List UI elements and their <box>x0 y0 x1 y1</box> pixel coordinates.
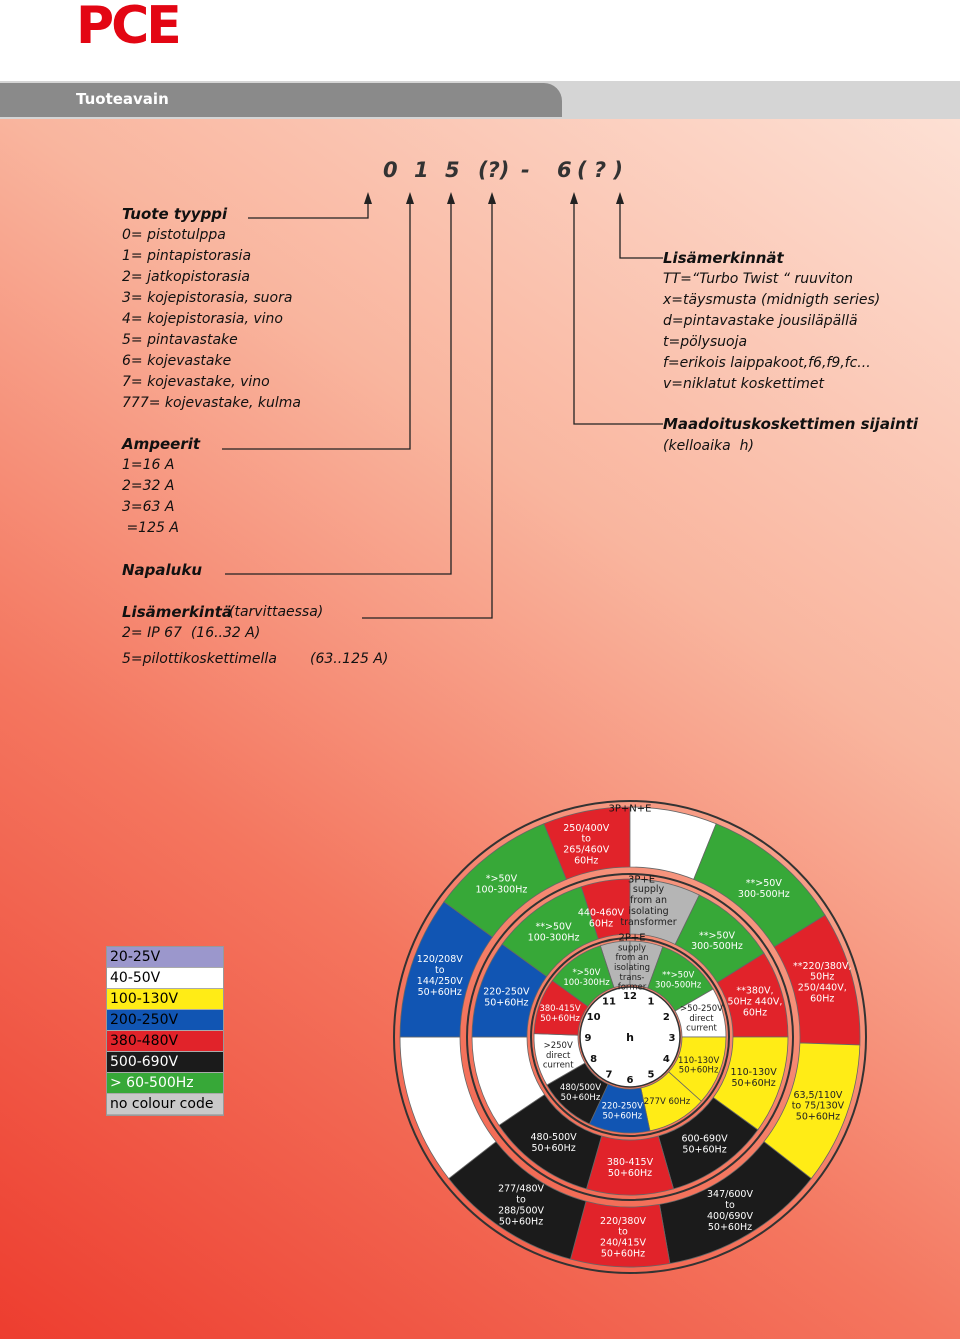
clock-number: 6 <box>626 1075 634 1086</box>
code-digit: 6 <box>557 158 572 182</box>
tab-label: Tuoteavain <box>76 90 169 108</box>
code-digit: ( ? ) <box>577 158 623 182</box>
tuote-item: 0= pistotulppa <box>122 227 226 243</box>
tuote-item: 2= jatkopistorasia <box>122 269 250 285</box>
legend-row: 40-50V <box>107 968 223 989</box>
ampeerit-title: Ampeerit <box>122 435 201 453</box>
clock-number: 12 <box>623 991 637 1002</box>
pce-logo: PCE <box>76 0 179 56</box>
clock-number: 4 <box>662 1054 670 1065</box>
code-digit: 5 <box>445 158 460 182</box>
outer-label: 63,5/110V to 75/130V 50+60Hz <box>791 1089 845 1123</box>
tuote-item: 5= pintavastake <box>122 332 238 348</box>
lisamerkinnat-item: t=pölysuoja <box>663 334 748 350</box>
legend-row: > 60-500Hz <box>107 1073 223 1094</box>
code-dash: - <box>521 158 530 182</box>
clock-number: 2 <box>662 1012 670 1023</box>
ring-title-3pne: 3P+N+E <box>608 803 652 815</box>
clock-number: 11 <box>602 996 616 1008</box>
tuote-item: 1= pintapistorasia <box>122 248 252 264</box>
inner-label: 480/500V 50+60Hz <box>559 1083 602 1103</box>
outer-label: 347/600V to 400/690V 50+60Hz <box>707 1189 753 1233</box>
tuote-item: 6= kojevastake <box>122 353 232 369</box>
inner-label: 277V 60Hz <box>643 1097 691 1108</box>
inner-label: >50-250V direct current <box>679 1004 724 1034</box>
clock-number: 10 <box>586 1012 601 1023</box>
clock-number: 8 <box>590 1054 598 1065</box>
ampeerit-item: 2=32 A <box>122 478 175 494</box>
inner-label: supply from an isolating trans-former <box>613 943 651 993</box>
outer-label: **220/380V, 50Hz 250/440V, 60Hz <box>793 960 852 1005</box>
ampeerit-item: 3=63 A <box>122 499 175 515</box>
middle-label: 380-415V 50+60Hz <box>606 1156 654 1179</box>
inner-label: **>50V 300-500Hz <box>655 970 702 991</box>
code-digit: 0 <box>383 158 398 182</box>
ring-title-3pe: 3P+E <box>627 874 656 886</box>
outer-label: 120/208V to 144/250V 50+60Hz <box>416 954 463 998</box>
tuote-item: 7= kojevastake, vino <box>122 374 270 390</box>
lisamerkinnat-item: f=erikois laippakoot,f6,f9,fc... <box>663 355 871 371</box>
inner-label: >250V direct current <box>542 1041 574 1071</box>
lisamerkinta-note: (tarvittaessa) <box>229 604 324 620</box>
legend-row: 100-130V <box>107 989 223 1010</box>
tuote-item: 777= kojevastake, kulma <box>122 395 302 411</box>
tuote-item: 4= kojepistorasia, vino <box>122 311 283 327</box>
middle-label: 440-460V 60Hz <box>577 907 625 930</box>
middle-label: 480-500V 50+60Hz <box>530 1132 577 1154</box>
inner-label: 380-415V 50+60Hz <box>539 1003 581 1024</box>
ring-title-2pe: 2P+E <box>618 932 646 944</box>
outer-label: 277/480V to 288/500V 50+60Hz <box>498 1183 545 1228</box>
middle-label: 600-690V 50+60Hz <box>681 1133 728 1156</box>
code-digit: 1 <box>414 158 429 182</box>
center-label: h <box>626 1031 634 1044</box>
outer-label: *>50V 100-300Hz <box>475 873 528 896</box>
code-digit: (?) <box>478 158 510 182</box>
lisamerkinnat-item: x=täysmusta (midnigth series) <box>663 292 881 308</box>
middle-label: 220-250V 50+60Hz <box>483 986 530 1009</box>
maadoitus-note: (kelloaika h) <box>663 438 754 454</box>
inner-label: 220-250V 50+60Hz <box>601 1101 643 1122</box>
clock-number: 3 <box>668 1033 676 1044</box>
lisamerkinnat-item: v=niklatut koskettimet <box>663 376 824 392</box>
legend-row: 380-480V <box>107 1031 223 1052</box>
lisamerkinta-item: 5=pilottikoskettimella <box>122 651 277 667</box>
legend-row: no colour code <box>107 1094 223 1115</box>
middle-label: **>50V 300-500Hz <box>691 930 743 953</box>
ampeerit-item: =125 A <box>122 520 179 536</box>
inner-label: *>50V 100-300Hz <box>563 968 610 988</box>
clock-number: 7 <box>605 1069 613 1081</box>
tuote-item: 3= kojepistorasia, suora <box>122 290 293 306</box>
outer-label: 220/380V to 240/415V 50+60Hz <box>600 1215 647 1260</box>
lisamerkinta-item: 2= IP 67 (16..32 A) <box>122 625 261 641</box>
lisamerkinta-extra: (63..125 A) <box>310 651 389 667</box>
inner-label: 110-130V 50+60Hz <box>677 1055 720 1076</box>
clock-number: 5 <box>647 1069 655 1081</box>
maadoitus-title: Maadoituskoskettimen sijainti <box>663 415 919 433</box>
lisamerkinnat-item: TT=“Turbo Twist “ ruuviton <box>663 271 854 287</box>
middle-label: **>50V 100-300Hz <box>527 921 580 944</box>
legend-row: 20-25V <box>107 947 223 968</box>
lisamerkinnat-item: d=pintavastake jousiläpällä <box>663 313 858 329</box>
legend-row: 500-690V <box>107 1052 223 1073</box>
middle-label: **380V, 50Hz 440V, 60Hz <box>727 985 783 1019</box>
lisamerkinta-title: Lisämerkintä <box>122 603 233 621</box>
outer-label: **>50V 300-500Hz <box>737 878 790 901</box>
middle-label: supply from an isolating transformer <box>620 884 677 928</box>
napaluku-title: Napaluku <box>122 561 203 579</box>
clock-number: 9 <box>584 1033 592 1044</box>
lisamerkinnat-title: Lisämerkinnät <box>663 249 784 267</box>
legend-row: 200-250V <box>107 1010 223 1031</box>
outer-label: 250/400V to 265/460V 60Hz <box>563 822 610 867</box>
tuote-title: Tuote tyyppi <box>122 205 228 223</box>
ampeerit-item: 1=16 A <box>122 457 175 473</box>
clock-number: 1 <box>647 996 655 1008</box>
middle-label: 110-130V 50+60Hz <box>730 1067 777 1089</box>
